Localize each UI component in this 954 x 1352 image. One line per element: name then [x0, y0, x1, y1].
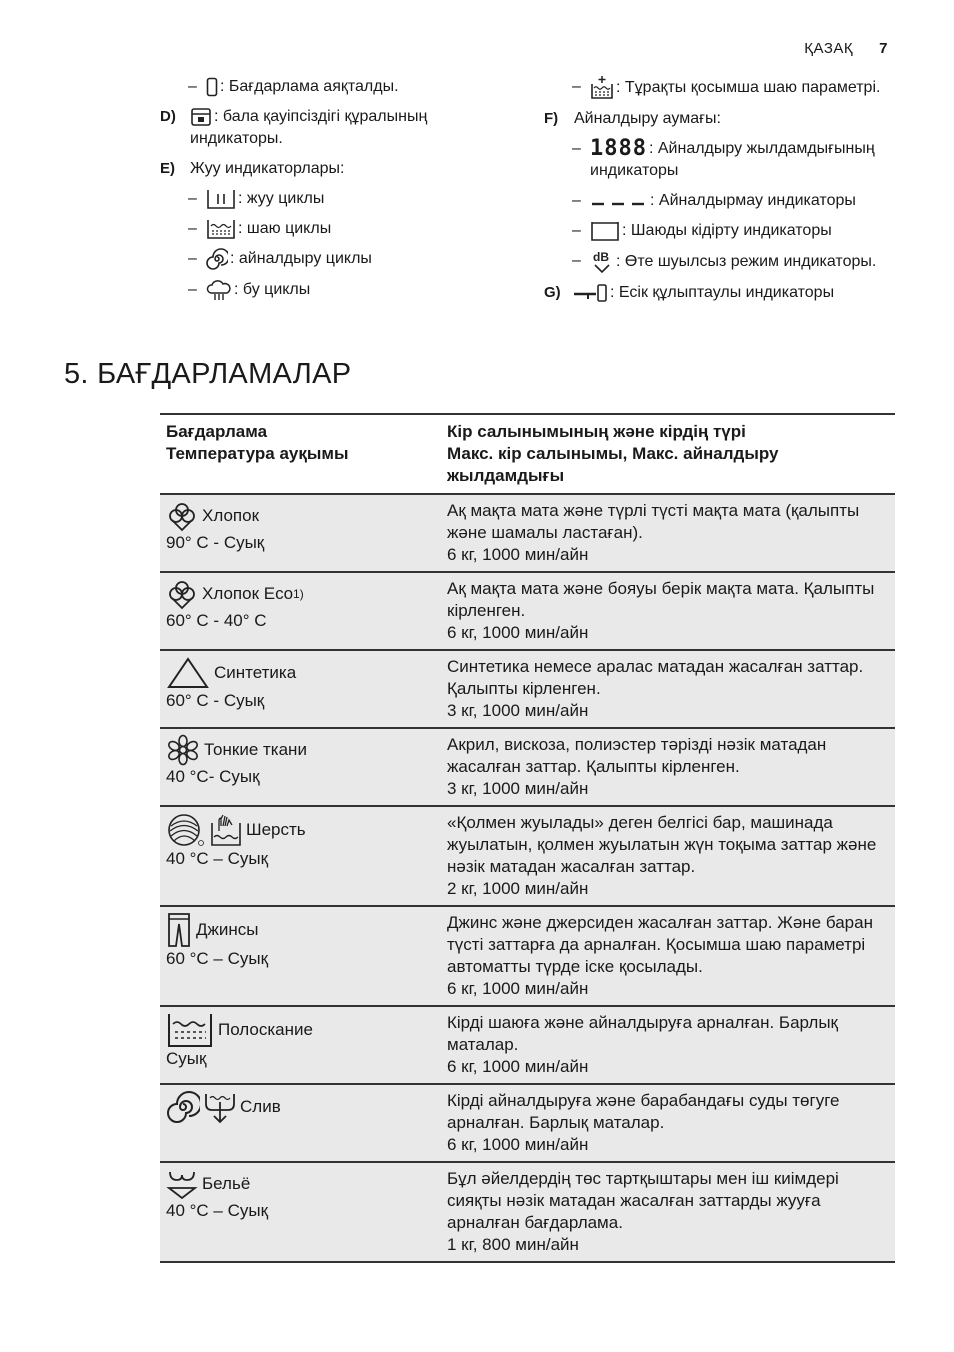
table-row — [160, 1084, 895, 1162]
steam-cycle-item: – : бу циклы — [160, 279, 480, 301]
page-header — [804, 40, 888, 57]
extra-rinse-icon — [590, 76, 614, 100]
table-row — [160, 728, 895, 806]
spin-area-heading: F) Айналдыру аумағы: — [544, 110, 721, 127]
language-label: ҚАЗАҚ — [804, 40, 854, 57]
programmes-table — [160, 413, 895, 1263]
svg-text:dB: dB — [593, 250, 609, 265]
rinse-cycle-icon — [206, 218, 236, 240]
load-cell: Кірді айналдыруға және барабандағы суды төгуге арналған. Барлық маталар. 6 кг, 1000 мин/айн — [441, 1084, 895, 1162]
no-spin-item: – : Айналдырмау индикаторы — [572, 192, 856, 210]
digits-icon: 1888 — [590, 136, 647, 161]
table-row — [160, 572, 895, 650]
lingerie-icon — [166, 1168, 198, 1200]
load-cell: Синтетика немесе аралас матадан жасалған заттар. Қалыпты кірленген. 3 кг, 1000 мин/айн — [441, 650, 895, 728]
table-row — [160, 494, 895, 572]
delicates-icon — [166, 734, 200, 766]
section-title: 5. БАҒДАРЛАМАЛАР — [64, 358, 352, 390]
table-row — [160, 1006, 895, 1084]
load-cell: Ақ мақта мата және бояуы берік мақта мата. Қалыпты кірленген. 6 кг, 1000 мин/айн — [441, 572, 895, 650]
no-spin-icon — [590, 195, 648, 207]
spin-cycle-icon — [206, 248, 228, 270]
extra-rinse-item: – : Тұрақты қосымша шаю параметрі. — [544, 76, 904, 100]
table-header-row — [160, 414, 895, 494]
steam-cycle-icon — [206, 279, 232, 301]
child-lock-item: D) : бала қауіпсіздігі құралының индикаторы. — [160, 108, 428, 147]
drain-icon — [204, 1090, 236, 1124]
load-cell: Джинс және джерсиден жасалған заттар. Және баран түсті заттарға да арналған. Қосымша шаю параметрі автоматты түрде іске қосылады. 6 кг, 1000 мин/айн — [441, 906, 895, 1006]
door-lock-icon — [574, 283, 608, 303]
programme-cell: Слив — [160, 1084, 441, 1162]
load-cell: Ақ мақта мата және түрлі түсті мақта мата (қалыпты және шамалы ластаған). 6 кг, 1000 мин/айн — [441, 494, 895, 572]
wash-cycle-icon — [206, 188, 236, 210]
synthetics-icon — [166, 656, 210, 690]
programme-cell: Хлопок 90° C - Суық — [160, 494, 441, 572]
load-cell: Акрил, вискоза, полиэстер тәрізді нәзік матадан жасалған заттар. Қалыпты кірленген. 3 кг, 1000 мин/айн — [441, 728, 895, 806]
programme-cell: Полоскание Суық — [160, 1006, 441, 1084]
table-row — [160, 1162, 895, 1262]
table-row — [160, 906, 895, 1006]
spin-cycle-item: – : айналдыру циклы — [160, 248, 480, 270]
program-end-item: – : Бағдарлама аяқталды. — [188, 78, 399, 95]
left-indicator-list — [160, 76, 480, 309]
db-icon — [590, 250, 614, 274]
page-number: 7 — [879, 40, 888, 57]
table-row — [160, 650, 895, 728]
header-load: Кір салынымының және кірдің түрі Макс. кір салынымы, Макс. айналдыру жылдамдығы — [441, 414, 895, 494]
spin-speed-item: – 1888 : Айналдыру жылдамдығының индикаторы — [572, 136, 875, 180]
header-programme: Бағдарлама Температура ауқымы — [160, 414, 441, 494]
programme-cell: Джинсы 60 °C – Суық — [160, 906, 441, 1006]
quiet-mode-item: – dB : Өте шуылсыз режим индикаторы. — [544, 250, 904, 274]
program-end-icon — [206, 77, 218, 97]
table-row — [160, 806, 895, 906]
load-cell: Бұл әйелдердің төс тартқыштары мен іш киімдері сияқты нәзік матадан жасалған заттарды жууға арналған бағдарлама. 1 кг, 800 мин/айн — [441, 1162, 895, 1262]
child-lock-icon — [190, 107, 212, 127]
programme-cell: Синтетика 60° C - Суық — [160, 650, 441, 728]
rinse-icon — [166, 1012, 214, 1048]
wash-cycle-item: – : жуу циклы — [160, 188, 480, 210]
cotton-eco-icon — [166, 578, 198, 610]
load-cell: «Қолмен жуылады» деген белгісі бар, машинада жуылатын, қолмен жуылатын жүн тоқыма заттар және нәзік матадан жасалған заттар. 2 кг, 1000 мин/айн — [441, 806, 895, 906]
rinse-hold-icon — [590, 220, 620, 242]
right-indicator-list — [544, 76, 904, 312]
door-lock-item: G) : Есік құлыптаулы индикаторы — [544, 284, 835, 302]
programme-cell: Бельё 40 °C – Суық — [160, 1162, 441, 1262]
programme-cell: Шерсть 40 °C – Суық — [160, 806, 441, 906]
wash-indicators-heading: E) Жуу индикаторлары: — [160, 160, 345, 177]
load-cell: Кірді шаюға және айналдыруға арналған. Барлық маталар. 6 кг, 1000 мин/айн — [441, 1006, 895, 1084]
programme-cell: Хлопок Eco 1) 60° C - 40° C — [160, 572, 441, 650]
spin-icon — [166, 1090, 200, 1124]
rinse-cycle-item: – : шаю циклы — [160, 218, 480, 240]
jeans-icon — [166, 912, 192, 948]
hand-wash-icon — [210, 813, 242, 847]
programme-cell: Тонкие ткани 40 °C- Суық — [160, 728, 441, 806]
rinse-hold-item: – : Шаюды кідірту индикаторы — [544, 220, 904, 242]
wool-icon — [166, 812, 206, 848]
cotton-icon — [166, 500, 198, 532]
